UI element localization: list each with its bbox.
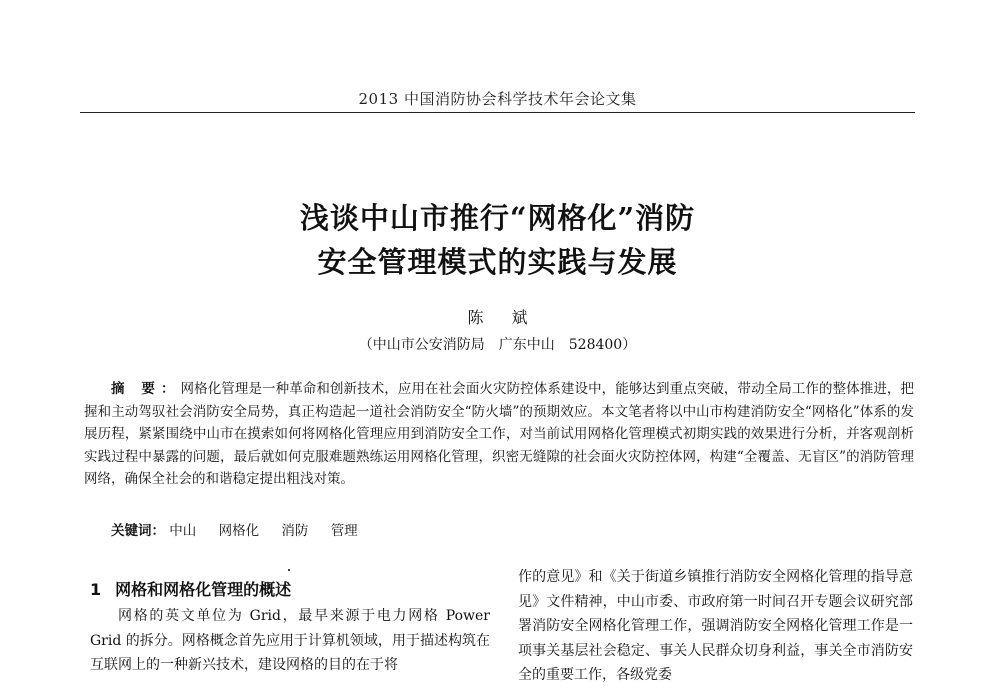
- body-text-left-column: 网格的英文单位为 Grid，最早来源于电力网格 Power Grid 的拆分。网格概念首先应用于计算机领域，用于描述构筑在互联网上的一种新兴技术，建设网格的目的在于将: [90, 608, 490, 673]
- running-header: 2013 中国消防协会科学技术年会论文集: [358, 90, 637, 108]
- keywords-label: 关键词：: [111, 523, 165, 539]
- keyword: 消防: [281, 523, 309, 539]
- paper-title-line-1: 浅谈中山市推行“网格化”消防: [299, 201, 696, 235]
- section-number: 1: [90, 580, 102, 599]
- stray-dot: [288, 569, 290, 571]
- affiliation: （中山市公安消防局 广东中山 528400）: [358, 337, 637, 353]
- section-heading: [90, 577, 291, 600]
- keywords: [84, 519, 914, 539]
- section-title: 网格和网格化管理的概述: [115, 580, 292, 599]
- abstract-label: 摘 要：: [111, 381, 181, 397]
- author: 陈斌: [467, 308, 556, 327]
- keyword: 管理: [330, 523, 358, 539]
- abstract-text: 网格化管理是一种革命和创新技术，应用在社会面火灾防控体系建设中，能够达到重点突破，带动全局工作的整体推进，把握和主动驾驭社会消防安全局势，真正构造起一道社会消防安全“防火墙”的预期效应。本文笔者将以中山市构建消防安全“网格化”体系的发展历程，紧紧围绕中山市在摸索如何将网格化管理应用到消防安全工作，对当前试用网格化管理模式初期实践的效果进行分析，并客观剖析实践过程中暴露的问题，最后就如何克服难题熟练运用网格化管理，织密无缝隙的社会面火灾防控体网，构建“全覆盖、无盲区”的消防管理网络，确保全社会的和谐稳定提出粗浅对策。: [84, 381, 915, 487]
- header-divider: [80, 112, 915, 113]
- body-text-right-column: 作的意见》和《关于街道乡镇推行消防安全网格化管理的指导意见》文件精神，中山市委、市政府第一时间召开专题会议研究部署消防安全网格化管理工作，强调消防安全网格化管理工作是一项事关基层社会稳定、事关人民群众切身利益，事关全市消防安全的重要工作，各级党委: [518, 569, 913, 683]
- paper-title-line-2: 安全管理模式的实践与发展: [317, 245, 678, 279]
- keyword: 网格化: [218, 523, 260, 539]
- keyword: 中山: [169, 523, 197, 539]
- abstract: [84, 378, 914, 491]
